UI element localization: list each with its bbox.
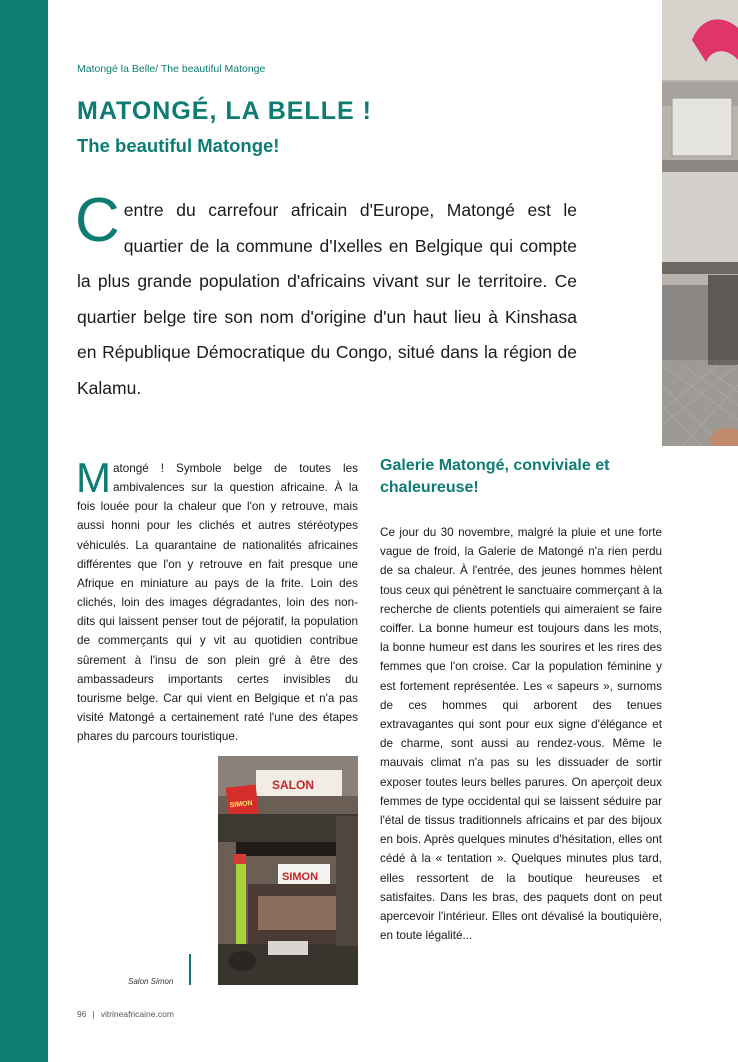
street-photo <box>662 0 738 446</box>
salon-photo <box>218 756 358 985</box>
salon-sign-left: SIMON <box>229 799 253 810</box>
footer-separator: | <box>92 1009 95 1019</box>
page-number: 96 <box>77 1009 87 1019</box>
footer-site: vitrineafricaine.com <box>100 1009 174 1019</box>
salon-sign-main: SIMON <box>282 871 319 883</box>
left-column-body: atongé ! Symbole belge de toutes les ambivalences sur la question africaine. À la fois louée pour la chaleur que l'on y retrouve, mais aussi honni pour les clichés et autres stéréotypes véhiculés. La quarantaine de nationalités africaines différentes que l'on y retrouve en fait presque une Afrique en miniature au pays de la frite. Loin des clichés, loin des images dégradantes, loin des non-dits qui laissent penser tout de péjoratif, la population de commerçants qui y vit au quotidien contribue sûrement à l'insu de son plein gré à être des ambassadeurs importants certes invisibles du tourisme belge. Car qui vient en Belgique et n'a pas visité Matongé a certainement raté l'une des étapes phares du parcours touristique. <box>77 462 358 744</box>
page-title: MATONGÉ, LA BELLE ! <box>77 97 372 125</box>
photo-caption: Salon Simon <box>128 977 174 986</box>
page-footer <box>77 1009 174 1019</box>
left-column-text <box>76 454 358 746</box>
caption-rule <box>189 954 191 985</box>
salon-sign-top: SALON <box>272 778 314 792</box>
section-kicker: Matongé la Belle/ The beautiful Matonge <box>77 63 266 75</box>
left-accent-bar <box>0 0 48 1062</box>
page-subtitle: The beautiful Matonge! <box>77 135 280 156</box>
right-column-heading: Galerie Matongé, conviviale et chaleureuse! <box>380 457 610 496</box>
intro-paragraph <box>75 186 577 406</box>
left-dropcap: M <box>76 454 111 501</box>
intro-text: entre du carrefour africain d'Europe, Matongé est le quartier de la commune d'Ixelles en Belgique qui compte la plus grande population d'africains vivant sur le territoire. Ce quartier belge tire son nom d'origine d'un haut lieu à Kinshasa en République Démocratique du Congo, situé dans la région de Kalamu. <box>77 200 577 398</box>
right-column-text: Ce jour du 30 novembre, malgré la pluie et une forte vague de froid, la Galerie de Matongé n'a rien perdu de sa chaleur. À l'entrée, des jeunes hommes hèlent tous ceux qui pénètrent le sanctuaire commerçant à la recherche de clients potentiels qui aimeraient se faire coiffer. La bonne humeur est toujours dans les mots, la bonne humeur est dans les sourires et les rires des femmes que l'on croise. Car la population féminine y est fortement représentée. Les « sapeurs », surnoms de ces hommes qui arborent des tenues extravagantes qui sont pour eux signe d'élégance et de charme, sont aussi au rendez-vous. Même le mauvais climat n'a pas su les dissuader de sortir exposer toutes leurs belles parures. On aperçoit deux femmes de type occidental qui se laissent séduire par l'étal de tissus traditionnels africains et par des bijoux en bois. Après quelques minutes d'hésitation, elles ont cédé à la « tentation ». Quelques minutes plus tard, elles ressortent de la boutique heureuses et satisfaites. Dans les bras, des paquets dont on peut apercevoir l'intérieur. Elles ont dévalisé la boutiquière, en toute légalité... <box>380 526 662 943</box>
intro-dropcap: C <box>75 186 120 255</box>
